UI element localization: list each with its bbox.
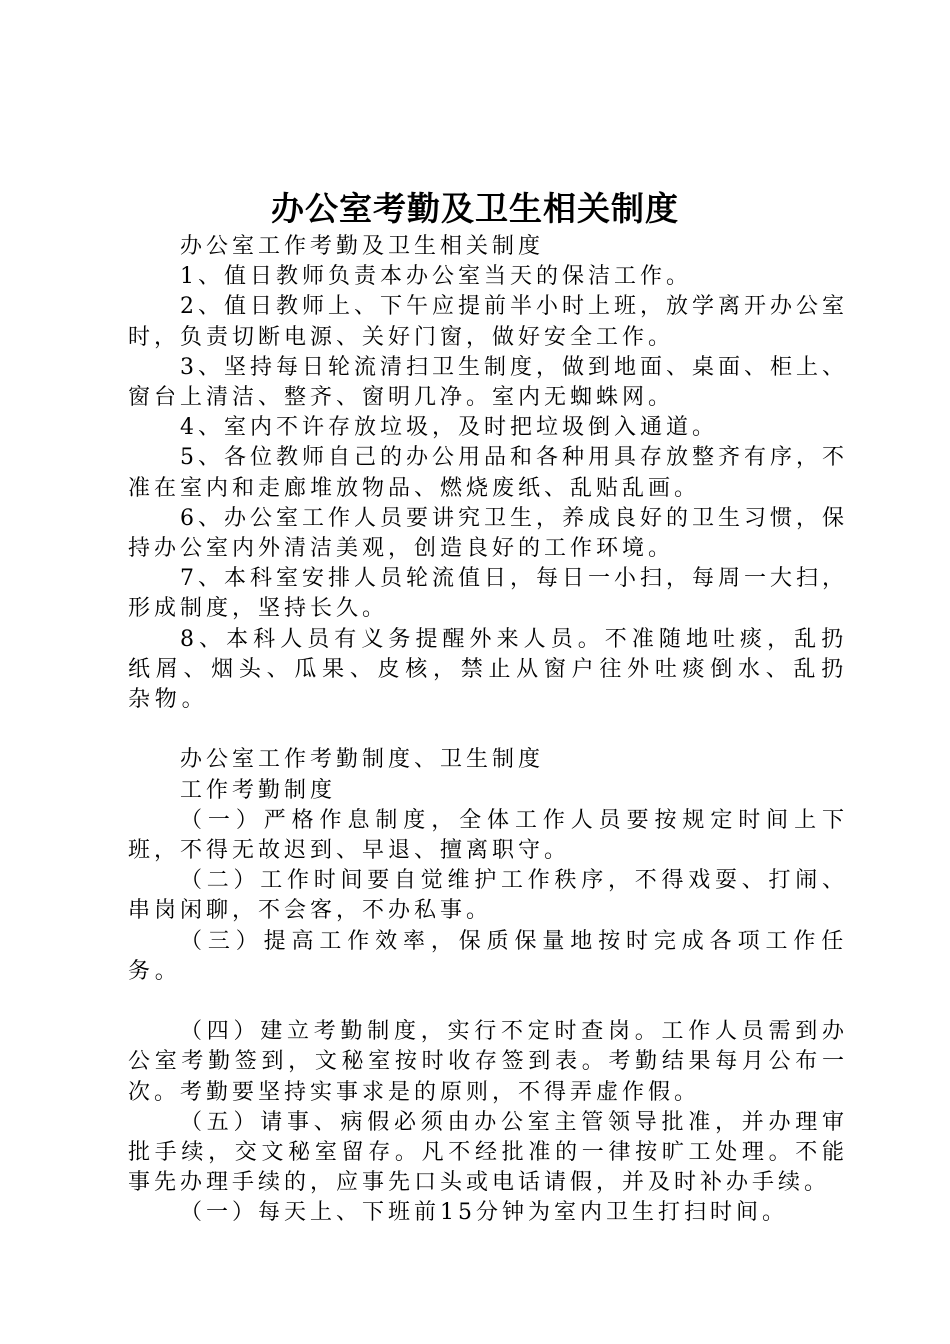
rule-item: （一）严格作息制度，全体工作人员要按规定时间上下班，不得无故迟到、早退、擅离职守。	[128, 807, 848, 864]
document-body	[128, 232, 848, 1229]
rule-item: 3、坚持每日轮流清扫卫生制度，做到地面、桌面、柜上、窗台上清洁、整齐、窗明几净。室内无蜘蛛网。	[128, 354, 848, 411]
rule-item: （五）请事、病假必须由办公室主管领导批准，并办理审批手续，交文秘室留存。凡不经批准的一律按旷工处理。不能事先办理手续的，应事先口头或电话请假，并及时补办手续。	[128, 1109, 848, 1196]
rule-item: 1、值日教师负责本办公室当天的保洁工作。	[180, 264, 692, 290]
rule-item: 5、各位教师自己的办公用品和各种用具存放整齐有序，不准在室内和走廊堆放物品、燃烧废纸、乱贴乱画。	[128, 445, 848, 501]
rule-item: 4、室内不许存放垃圾，及时把垃圾倒入通道。	[180, 415, 718, 441]
rule-item: 7、本科室安排人员轮流值日，每日一小扫，每周一大扫，形成制度，坚持长久。	[128, 566, 848, 622]
section-subheading: 工作考勤制度	[180, 777, 337, 803]
rule-item: （四）建立考勤制度，实行不定时查岗。工作人员需到办公室考勤签到，文秘室按时收存签到表。考勤结果每月公布一次。考勤要坚持实事求是的原则，不得弄虚作假。	[128, 1019, 848, 1105]
blank-line	[128, 715, 848, 745]
rule-item: 6、办公室工作人员要讲究卫生，养成良好的卫生习惯，保持办公室内外清洁美观，创造良好的工作环境。	[128, 505, 848, 562]
rule-item: 8、本科人员有义务提醒外来人员。不准随地吐痰，乱扔纸屑、烟头、瓜果、皮核，禁止从窗户往外吐痰倒水、乱扔杂物。	[128, 626, 848, 713]
document-title: 办公室考勤及卫生相关制度	[271, 189, 679, 228]
rule-item: （一）每天上、下班前15分钟为室内卫生打扫时间。	[180, 1200, 788, 1226]
rule-item: 2、值日教师上、下午应提前半小时上班，放学离开办公室时，负责切断电源、关好门窗，做好安全工作。	[128, 294, 848, 350]
rule-item: （二）工作时间要自觉维护工作秩序，不得戏耍、打闹、串岗闲聊，不会客，不办私事。	[128, 868, 848, 924]
rule-item: （三）提高工作效率，保质保量地按时完成各项工作任务。	[128, 928, 848, 984]
section-heading: 办公室工作考勤制度、卫生制度	[180, 747, 545, 773]
blank-line	[128, 987, 848, 1017]
section-heading: 办公室工作考勤及卫生相关制度	[180, 234, 545, 259]
